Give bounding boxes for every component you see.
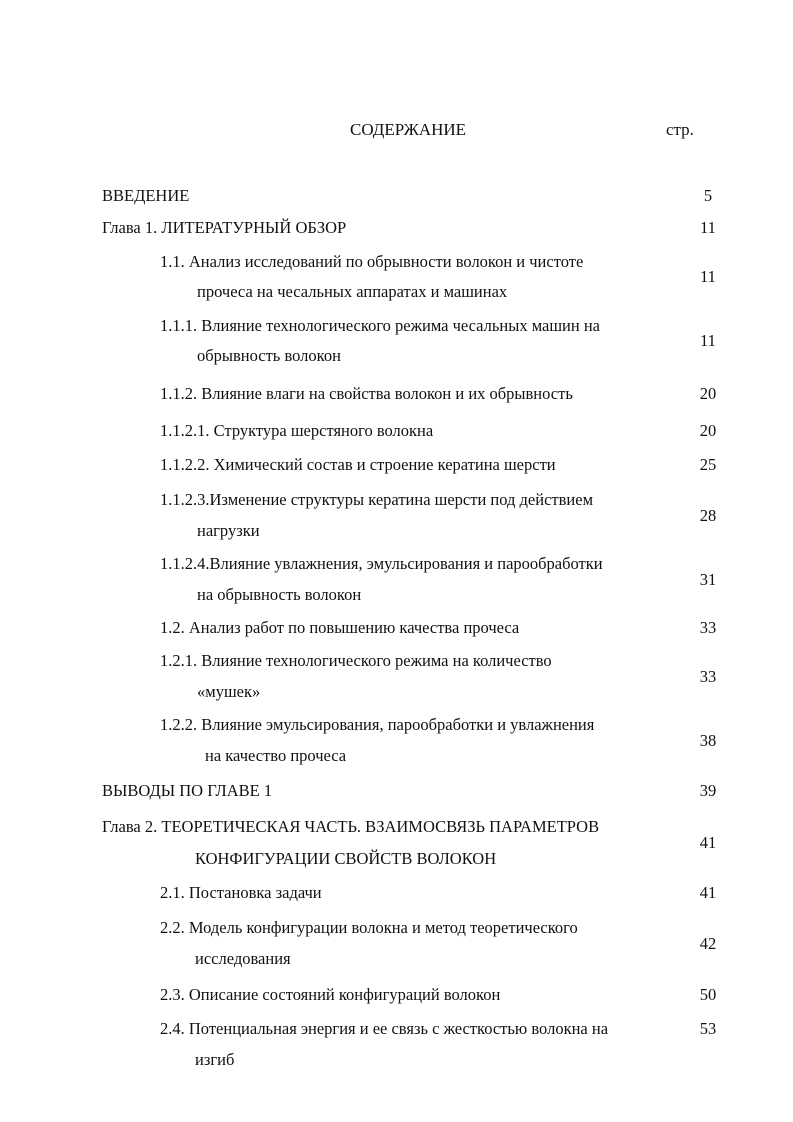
toc-entry xyxy=(0,246,793,310)
toc-entry xyxy=(0,449,793,481)
toc-entry-text-line2: исследования xyxy=(195,949,291,968)
toc-entry-page: 53 xyxy=(699,1019,717,1038)
toc-entry-page: 38 xyxy=(699,731,717,750)
toc-entry-text: ВВЕДЕНИЕ xyxy=(102,186,190,205)
toc-entry-text: 2.1. Постановка задачи xyxy=(160,883,322,902)
toc-entry xyxy=(0,180,793,212)
toc-entry-page: 42 xyxy=(699,934,717,953)
toc-entry xyxy=(0,979,793,1011)
toc-entry-text-line1: 1.2.1. Влияние технологического режима на количество xyxy=(160,651,552,670)
toc-entry-page: 50 xyxy=(699,985,717,1004)
toc-entry-page: 33 xyxy=(699,618,717,637)
toc-entry-page: 39 xyxy=(699,781,717,800)
toc-entry-text-line1: Глава 2. ТЕОРЕТИЧЕСКАЯ ЧАСТЬ. ВЗАИМОСВЯЗЬ ПАРАМЕТРОВ xyxy=(102,817,600,836)
toc-entry xyxy=(0,484,793,548)
toc-entry xyxy=(0,310,793,374)
toc-entry-text: 1.1.2. Влияние влаги на свойства волокон и их обрывность xyxy=(160,384,573,403)
toc-entry xyxy=(0,612,793,644)
toc-entry-page: 31 xyxy=(699,570,717,589)
toc-entry-page: 11 xyxy=(700,267,716,286)
toc-entry-text-line1: 1.2.2. Влияние эмульсирования, парообработки и увлажнения xyxy=(160,715,595,734)
toc-entry-text-line2: изгиб xyxy=(195,1050,235,1069)
toc-entry-text-line1: 1.1.2.4.Влияние увлажнения, эмульсирования и парообработки xyxy=(160,554,603,573)
page-column-label: стр. xyxy=(666,120,694,139)
toc-entry xyxy=(0,709,793,773)
toc-entry xyxy=(0,775,793,807)
toc-entry xyxy=(0,811,793,875)
toc-entry-text: 1.1.2.2. Химический состав и строение кератина шерсти xyxy=(160,455,556,474)
toc-entry-page: 11 xyxy=(700,331,716,350)
toc-entry-page: 20 xyxy=(699,384,717,403)
toc-entry-text-line1: 2.2. Модель конфигурации волокна и метод теоретического xyxy=(160,918,578,937)
toc-entry-text-line2: на обрывность волокон xyxy=(197,585,362,604)
toc-entry xyxy=(0,877,793,909)
toc-entry xyxy=(0,548,793,612)
toc-entry-page: 5 xyxy=(703,186,713,205)
toc-entry-text-line1: 2.4. Потенциальная энергия и ее связь с жесткостью волокна на xyxy=(160,1019,609,1038)
toc-entry-page: 33 xyxy=(699,667,717,686)
toc-entry xyxy=(0,912,793,976)
toc-entry xyxy=(0,645,793,709)
toc-entry-page: 11 xyxy=(700,218,716,237)
toc-entry xyxy=(0,415,793,447)
toc-entry-text: 2.3. Описание состояний конфигураций волокон xyxy=(160,985,501,1004)
toc-entry-text: 1.1.2.1. Структура шерстяного волокна xyxy=(160,421,434,440)
toc-entry-page: 25 xyxy=(699,455,717,474)
toc-title: СОДЕРЖАНИЕ xyxy=(350,120,467,139)
toc-entry-text: Глава 1. ЛИТЕРАТУРНЫЙ ОБЗОР xyxy=(102,218,347,237)
toc-entry-page: 41 xyxy=(699,833,717,852)
toc-entry-text-line2: обрывность волокон xyxy=(197,346,341,365)
toc-entry-text-line2: на качество прочеса xyxy=(205,746,347,765)
toc-entry-text: ВЫВОДЫ ПО ГЛАВЕ 1 xyxy=(102,781,273,800)
toc-entry-page: 41 xyxy=(699,883,717,902)
toc-entry-text-line2: нагрузки xyxy=(197,521,260,540)
toc-entry-text-line2: КОНФИГУРАЦИИ СВОЙСТВ ВОЛОКОН xyxy=(195,849,497,868)
toc-entry-page: 28 xyxy=(699,506,717,525)
toc-entry-page: 20 xyxy=(699,421,717,440)
toc-entry xyxy=(0,1013,793,1077)
toc-entry xyxy=(0,378,793,410)
toc-entry-text-line1: 1.1.2.3.Изменение структуры кератина шерсти под действием xyxy=(160,490,594,509)
toc-entry-text: 1.2. Анализ работ по повышению качества прочеса xyxy=(160,618,520,637)
toc-entry xyxy=(0,212,793,244)
toc-entry-text-line1: 1.1.1. Влияние технологического режима чесальных машин на xyxy=(160,316,600,335)
toc-entry-text-line2: прочеса на чесальных аппаратах и машинах xyxy=(197,282,508,301)
toc-entry-text-line1: 1.1. Анализ исследований по обрывности волокон и чистоте xyxy=(160,252,584,271)
toc-entry-text-line2: «мушек» xyxy=(197,682,261,701)
